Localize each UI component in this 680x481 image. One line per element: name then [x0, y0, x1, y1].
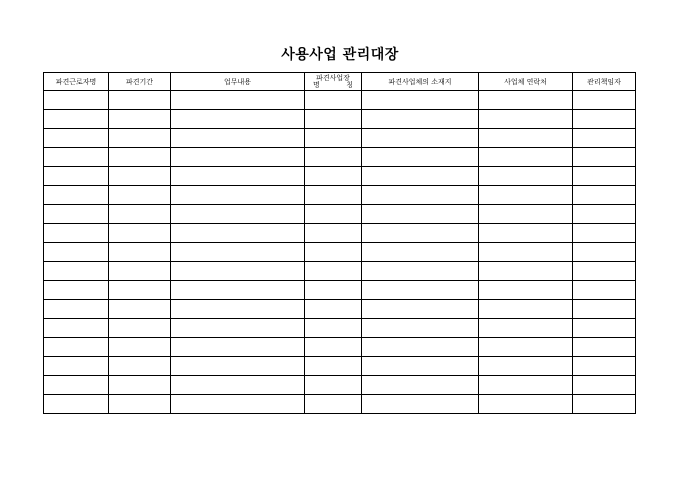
table-cell[interactable]	[109, 205, 171, 224]
table-cell[interactable]	[109, 338, 171, 357]
table-cell[interactable]	[44, 205, 109, 224]
table-row	[44, 357, 636, 376]
table-row	[44, 281, 636, 300]
table-cell[interactable]	[479, 281, 573, 300]
col-header-dispatch-period: 파견기간	[109, 73, 171, 91]
table-cell[interactable]	[44, 300, 109, 319]
table-cell[interactable]	[305, 224, 362, 243]
table-cell[interactable]	[44, 224, 109, 243]
table-cell[interactable]	[44, 319, 109, 338]
table-cell[interactable]	[362, 91, 479, 110]
table-cell[interactable]	[109, 281, 171, 300]
table-cell[interactable]	[109, 148, 171, 167]
table-cell[interactable]	[44, 167, 109, 186]
ledger-body	[44, 91, 636, 414]
table-cell[interactable]	[171, 357, 305, 376]
table-cell[interactable]	[171, 110, 305, 129]
table-cell[interactable]	[362, 338, 479, 357]
table-row	[44, 91, 636, 110]
table-cell[interactable]	[109, 262, 171, 281]
table-cell[interactable]	[109, 91, 171, 110]
table-cell[interactable]	[171, 91, 305, 110]
table-cell[interactable]	[479, 262, 573, 281]
table-cell[interactable]	[109, 319, 171, 338]
document-title: 사용사업 관리대장	[281, 47, 399, 63]
table-cell[interactable]	[362, 243, 479, 262]
table-cell[interactable]	[44, 91, 109, 110]
table-cell[interactable]	[362, 281, 479, 300]
table-cell[interactable]	[305, 376, 362, 395]
table-cell[interactable]	[171, 186, 305, 205]
table-cell[interactable]	[362, 357, 479, 376]
table-cell[interactable]	[171, 319, 305, 338]
table-cell[interactable]	[171, 148, 305, 167]
table-row	[44, 395, 636, 414]
table-cell[interactable]	[573, 205, 636, 224]
table-cell[interactable]	[109, 395, 171, 414]
col-header-workplace-bottom-left: 명	[313, 80, 320, 89]
table-row	[44, 319, 636, 338]
table-cell[interactable]	[305, 186, 362, 205]
table-row	[44, 186, 636, 205]
table-row	[44, 129, 636, 148]
col-header-business-contact: 사업체 연락처	[479, 73, 573, 91]
table-cell[interactable]	[479, 319, 573, 338]
table-cell[interactable]	[44, 338, 109, 357]
table-cell[interactable]	[479, 224, 573, 243]
table-cell[interactable]	[305, 281, 362, 300]
table-cell[interactable]	[171, 243, 305, 262]
table-cell[interactable]	[109, 357, 171, 376]
table-cell[interactable]	[479, 338, 573, 357]
table-cell[interactable]	[479, 395, 573, 414]
table-cell[interactable]	[171, 338, 305, 357]
table-row	[44, 110, 636, 129]
table-cell[interactable]	[305, 338, 362, 357]
table-row	[44, 376, 636, 395]
table-cell[interactable]	[479, 205, 573, 224]
table-cell[interactable]	[109, 224, 171, 243]
table-cell[interactable]	[171, 376, 305, 395]
table-cell[interactable]	[305, 319, 362, 338]
table-cell[interactable]	[573, 91, 636, 110]
table-cell[interactable]	[171, 167, 305, 186]
table-cell[interactable]	[573, 357, 636, 376]
table-cell[interactable]	[171, 395, 305, 414]
table-cell[interactable]	[362, 319, 479, 338]
table-cell[interactable]	[573, 319, 636, 338]
table-row	[44, 300, 636, 319]
table-cell[interactable]	[573, 376, 636, 395]
table-cell[interactable]	[171, 129, 305, 148]
col-header-worker-name: 파견근로자명	[44, 73, 109, 91]
table-cell[interactable]	[305, 395, 362, 414]
header-row	[44, 73, 636, 91]
table-row	[44, 224, 636, 243]
col-header-workplace-bottom	[305, 82, 361, 89]
table-cell[interactable]	[479, 300, 573, 319]
table-cell[interactable]	[362, 167, 479, 186]
table-cell[interactable]	[109, 186, 171, 205]
table-cell[interactable]	[44, 357, 109, 376]
table-cell[interactable]	[362, 300, 479, 319]
table-cell[interactable]	[44, 395, 109, 414]
col-header-manager: 관리책임자	[573, 73, 636, 91]
table-cell[interactable]	[362, 395, 479, 414]
table-row	[44, 243, 636, 262]
table-cell[interactable]	[362, 224, 479, 243]
table-cell[interactable]	[305, 110, 362, 129]
table-cell[interactable]	[305, 357, 362, 376]
table-cell[interactable]	[479, 357, 573, 376]
table-row	[44, 205, 636, 224]
table-cell[interactable]	[573, 281, 636, 300]
table-cell[interactable]	[573, 262, 636, 281]
table-cell[interactable]	[479, 91, 573, 110]
table-cell[interactable]	[573, 129, 636, 148]
table-cell[interactable]	[362, 205, 479, 224]
table-cell[interactable]	[109, 300, 171, 319]
table-cell[interactable]	[573, 167, 636, 186]
table-cell[interactable]	[171, 205, 305, 224]
table-cell[interactable]	[44, 110, 109, 129]
table-cell[interactable]	[44, 262, 109, 281]
table-cell[interactable]	[479, 243, 573, 262]
table-cell[interactable]	[362, 376, 479, 395]
table-cell[interactable]	[479, 110, 573, 129]
table-cell[interactable]	[573, 395, 636, 414]
table-cell[interactable]	[44, 129, 109, 148]
col-header-work-content: 업무내용	[171, 73, 305, 91]
table-cell[interactable]	[305, 205, 362, 224]
table-cell[interactable]	[109, 110, 171, 129]
table-row	[44, 148, 636, 167]
table-cell[interactable]	[44, 376, 109, 395]
table-cell[interactable]	[44, 186, 109, 205]
col-header-workplace-name	[305, 73, 362, 91]
table-cell[interactable]	[44, 281, 109, 300]
table-row	[44, 262, 636, 281]
table-cell[interactable]	[305, 148, 362, 167]
table-cell[interactable]	[479, 167, 573, 186]
table-cell[interactable]	[109, 129, 171, 148]
table-cell[interactable]	[573, 243, 636, 262]
table-cell[interactable]	[171, 262, 305, 281]
table-cell[interactable]	[573, 338, 636, 357]
table-cell[interactable]	[44, 243, 109, 262]
table-row	[44, 338, 636, 357]
table-cell[interactable]	[362, 148, 479, 167]
table-cell[interactable]	[305, 243, 362, 262]
table-cell[interactable]	[109, 167, 171, 186]
table-row	[44, 167, 636, 186]
table-cell[interactable]	[362, 186, 479, 205]
table-cell[interactable]	[109, 243, 171, 262]
table-cell[interactable]	[573, 110, 636, 129]
table-cell[interactable]	[171, 281, 305, 300]
table-cell[interactable]	[305, 262, 362, 281]
table-cell[interactable]	[479, 148, 573, 167]
col-header-workplace-top: 파견사업장	[316, 73, 350, 82]
table-cell[interactable]	[479, 186, 573, 205]
table-cell[interactable]	[362, 129, 479, 148]
table-cell[interactable]	[479, 129, 573, 148]
table-cell[interactable]	[305, 167, 362, 186]
table-cell[interactable]	[305, 300, 362, 319]
table-cell[interactable]	[171, 224, 305, 243]
col-header-workplace-bottom-right: 칭	[346, 80, 353, 89]
table-cell[interactable]	[305, 129, 362, 148]
table-cell[interactable]	[362, 110, 479, 129]
table-cell[interactable]	[362, 262, 479, 281]
table-cell[interactable]	[109, 376, 171, 395]
table-cell[interactable]	[171, 300, 305, 319]
management-ledger-table	[43, 72, 636, 414]
table-cell[interactable]	[305, 91, 362, 110]
table-cell[interactable]	[479, 376, 573, 395]
table-cell[interactable]	[573, 148, 636, 167]
col-header-business-address: 파견사업체의 소재지	[362, 73, 479, 91]
table-cell[interactable]	[573, 224, 636, 243]
table-cell[interactable]	[573, 186, 636, 205]
table-cell[interactable]	[573, 300, 636, 319]
table-cell[interactable]	[44, 148, 109, 167]
